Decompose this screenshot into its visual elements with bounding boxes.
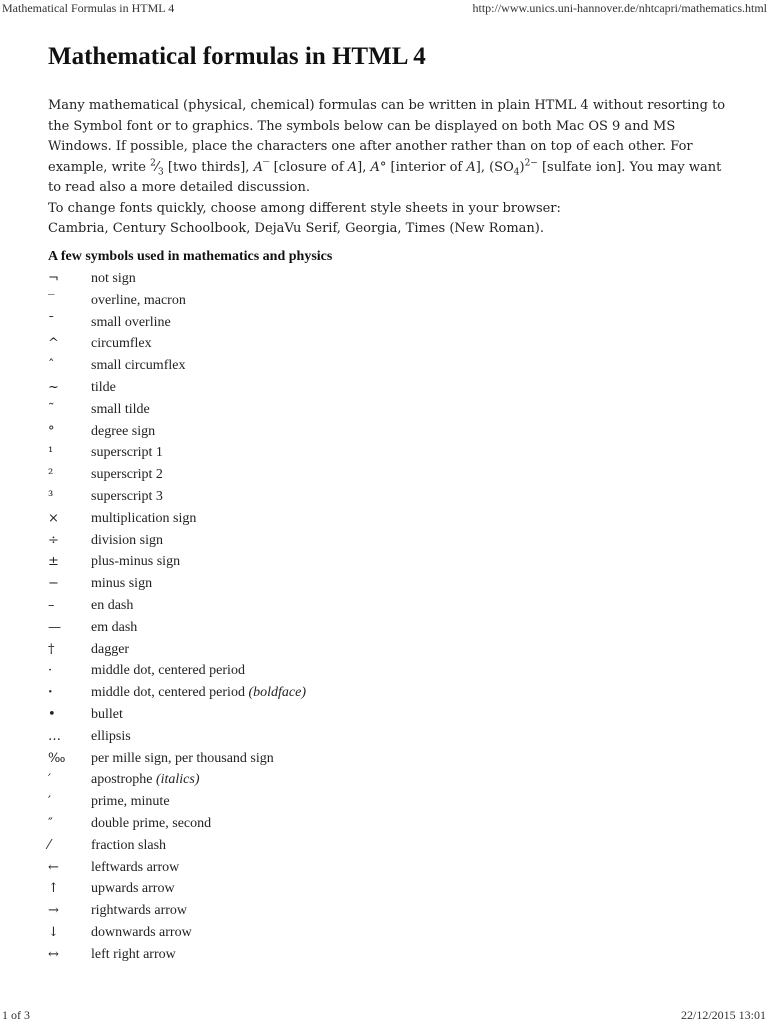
symbol-glyph: ′ bbox=[48, 794, 51, 810]
fraction-denominator: 3 bbox=[158, 167, 164, 178]
symbol-glyph: ÷ bbox=[48, 532, 59, 548]
print-footer bbox=[0, 1006, 768, 1024]
symbol-glyph: · bbox=[48, 685, 53, 701]
symbol-glyph: ↑ bbox=[48, 881, 59, 897]
symbol-glyph: – bbox=[48, 597, 55, 613]
symbol-glyph: — bbox=[48, 619, 61, 635]
symbol-note: (boldface) bbox=[248, 685, 306, 701]
page-title: Mathematical formulas in HTML 4 bbox=[48, 43, 426, 70]
symbol-glyph: … bbox=[48, 728, 61, 744]
symbol-glyph: ″ bbox=[48, 815, 53, 831]
letter-a: A bbox=[347, 159, 358, 175]
intro-paragraph: Many mathematical (physical, chemical) formulas can be written in plain HTML 4 without resorting to the Symbol font or to graphics. The symbols below can be displayed on both Mac OS 9 and MS Windows. If possible, place the characters one after another rather than on top of each other. For example, write $^2⁄_3$ [two thirds], A‾ [closure of A], A° [interior of A], $(SO_4)^{2-}$ [sulfate ion]. You may want to read also a more detailed discussion. To change fonts quickly, choose among different style sheets in your browser: Cambria, Century Schoolbook, DejaVu Serif, Georgia, Times (New Roman). bbox=[48, 96, 738, 240]
fraction-slash: ⁄ bbox=[155, 159, 158, 175]
symbol-description: superscript 3 bbox=[91, 488, 163, 504]
symbol-description: minus sign bbox=[91, 576, 153, 592]
symbol-glyph: − bbox=[48, 576, 59, 592]
symbol-glyph: ² bbox=[48, 467, 54, 483]
symbol-description: circumflex bbox=[91, 336, 152, 352]
symbol-glyph: × bbox=[48, 510, 59, 526]
print-header bbox=[0, 0, 768, 18]
symbol-glyph: ‰ bbox=[48, 750, 66, 766]
symbol-description: rightwards arrow bbox=[91, 903, 188, 919]
page-count: 1 of 3 bbox=[2, 1008, 30, 1022]
symbol-description: apostrophe (italics) bbox=[91, 772, 200, 788]
symbol-glyph: ³ bbox=[48, 488, 54, 504]
symbol-note: (italics) bbox=[155, 772, 200, 788]
symbol-description: multiplication sign bbox=[91, 510, 197, 526]
symbol-glyph: ˜ bbox=[48, 401, 55, 417]
intro-text: Many mathematical (physical, chemical) formulas can be written in plain HTML 4 without resorting to the Symbol font or to graphics. The symbols below can be displayed on both Mac OS 9 and MS Windows. If possible, place the characters one after another rather than on top of each other. For example, write bbox=[48, 98, 726, 175]
symbol-glyph: ↔ bbox=[48, 946, 59, 962]
section-heading: A few symbols used in mathematics and physics bbox=[48, 249, 333, 264]
letter-a: A bbox=[370, 159, 380, 175]
closure-label: [closure of bbox=[269, 159, 348, 175]
symbol-glyph: ¬ bbox=[48, 271, 59, 286]
symbol-glyph: ˆ bbox=[48, 358, 55, 374]
symbol-glyph: • bbox=[48, 706, 56, 722]
symbol-glyph: ^ bbox=[48, 336, 59, 352]
symbol-description: plus-minus sign bbox=[91, 554, 181, 570]
print-header-title: Mathematical Formulas in HTML 4 bbox=[2, 1, 175, 15]
stylesheet-hint: To change fonts quickly, choose among different style sheets in your browser: bbox=[48, 200, 561, 216]
symbol-description: middle dot, centered period bbox=[91, 663, 245, 679]
symbol-description: superscript 2 bbox=[91, 467, 163, 483]
symbol-description: superscript 1 bbox=[91, 445, 163, 461]
symbol-description: em dash bbox=[91, 619, 138, 635]
symbol-glyph: ~ bbox=[48, 379, 59, 395]
symbol-description: small circumflex bbox=[91, 358, 186, 374]
symbol-description: leftwards arrow bbox=[91, 859, 180, 875]
symbol-description: overline, macron bbox=[91, 292, 186, 308]
two-thirds-label: [two thirds], bbox=[163, 159, 254, 175]
letter-a: A bbox=[253, 159, 263, 175]
interior-mark: ° bbox=[379, 159, 387, 175]
print-datetime: 22/12/2015 13:01 bbox=[680, 1008, 766, 1022]
symbol-glyph: ± bbox=[48, 554, 59, 570]
symbol-description: left right arrow bbox=[91, 946, 176, 962]
symbol-glyph: ‾ bbox=[48, 292, 55, 308]
letter-a: A bbox=[466, 159, 476, 175]
symbol-description: double prime, second bbox=[91, 815, 212, 831]
symbol-description: small tilde bbox=[91, 401, 150, 417]
symbol-description: per mille sign, per thousand sign bbox=[91, 750, 274, 766]
fraction-numerator: 2 bbox=[150, 158, 156, 169]
symbol-glyph: ′ bbox=[48, 772, 51, 788]
sulfate-label: [sulfate ion]. You may want to read also a more detailed discussion. bbox=[48, 159, 722, 195]
closure-mark: ‾ bbox=[262, 159, 270, 175]
symbol-glyph: ↓ bbox=[48, 924, 59, 940]
symbol-glyph: † bbox=[48, 641, 55, 657]
symbol-description: fraction slash bbox=[91, 837, 167, 853]
symbol-glyph: ← bbox=[48, 859, 59, 875]
symbol-glyph: → bbox=[48, 903, 59, 919]
interior-label: [interior of bbox=[386, 159, 467, 175]
symbol-description: bullet bbox=[91, 706, 123, 722]
symbol-description: division sign bbox=[91, 532, 163, 548]
symbol-description: middle dot, centered period (boldface) bbox=[91, 685, 306, 701]
symbol-glyph: ¹ bbox=[48, 445, 54, 461]
symbol-description: downwards arrow bbox=[91, 924, 192, 940]
sulfate-formula: (SO bbox=[489, 159, 514, 175]
symbol-description: tilde bbox=[91, 379, 116, 395]
font-list: Cambria, Century Schoolbook, DejaVu Serif, Georgia, Times (New Roman). bbox=[48, 221, 544, 236]
symbol-description: upwards arrow bbox=[91, 881, 175, 897]
symbol-glyph: · bbox=[48, 663, 53, 679]
symbol-glyph: ° bbox=[48, 423, 55, 439]
symbol-glyph: ⁄ bbox=[48, 837, 51, 853]
symbol-glyph: ¯ bbox=[48, 314, 55, 330]
symbol-description: dagger bbox=[91, 641, 130, 657]
symbol-description: degree sign bbox=[91, 423, 156, 439]
symbol-description: prime, minute bbox=[91, 794, 170, 810]
print-header-url: http://www.unics.uni-hannover.de/nhtcapri/mathematics.html bbox=[472, 1, 767, 15]
symbol-description: small overline bbox=[91, 314, 171, 330]
symbol-description: ellipsis bbox=[91, 728, 131, 744]
symbol-description: not sign bbox=[91, 271, 136, 286]
symbol-description: en dash bbox=[91, 597, 134, 613]
